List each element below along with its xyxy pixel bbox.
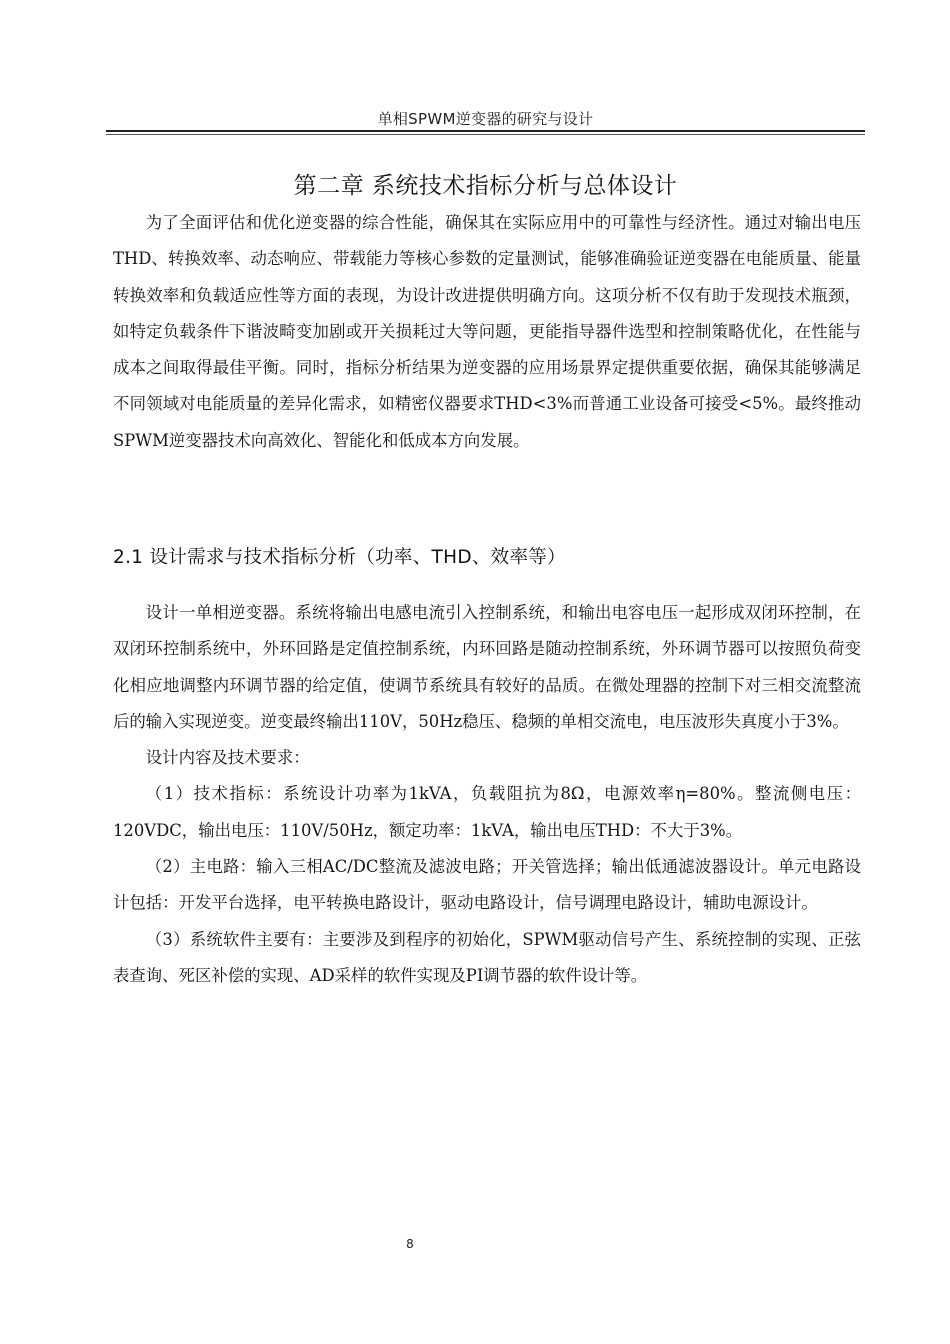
- header-rule-thin: [106, 134, 865, 135]
- section-paragraph-design: 设计一单相逆变器。系统将输出电感电流引入控制系统，和输出电容电压一起形成双闭环控制，在双闭环控制系统中，外环回路是定值控制系统，内环回路是随动控制系统，外环调节器可以按照负荷变化相应地调整内环调节器的给定值，使调节系统具有较好的品质。在微处理器的控制下对三相交流整流后的输入实现逆变。逆变最终输出110V，50Hz稳压、稳频的单相交流电，电压波形失真度小于3%。: [113, 603, 861, 731]
- page-number: 8: [406, 1237, 414, 1251]
- running-header-title: 单相SPWM逆变器的研究与设计: [377, 110, 594, 128]
- section-paragraph-requirements-label: 设计内容及技术要求：: [145, 748, 310, 768]
- section-body: [113, 595, 861, 994]
- intro-paragraph: 为了全面评估和优化逆变器的综合性能，确保其在实际应用中的可靠性与经济性。通过对输出电压THD、转换效率、动态响应、带载能力等核心参数的定量测试，能够准确验证逆变器在电能质量、能量转换效率和负载适应性等方面的表现，为设计改进提供明确方向。这项分析不仅有助于发现技术瓶颈，如特定负载条件下谐波畸变加剧或开关损耗过大等问题，更能指导器件选型和控制策略优化，在性能与成本之间取得最佳平衡。同时，指标分析结果为逆变器的应用场景界定提供重要依据，确保其能够满足不同领域对电能质量的差异化需求，如精密仪器要求THD<3%而普通工业设备可接受<5%。最终推动SPWM逆变器技术向高效化、智能化和低成本方向发展。: [113, 213, 861, 450]
- header-rule: [106, 130, 865, 132]
- section-paragraph-main-circuit: （2）主电路：输入三相AC/DC整流及滤波电路；开关管选择；输出低通滤波器设计。单元电路设计包括：开发平台选择，电平转换电路设计，驱动电路设计，信号调理电路设计，辅助电源设计。: [113, 857, 861, 913]
- section-paragraph-tech-specs: （1）技术指标：系统设计功率为1kVA，负载阻抗为8Ω，电源效率η=80%。整流侧电压：120VDC，输出电压：110V/50Hz，额定功率：1kVA，输出电压THD：不大于3%。: [113, 784, 861, 840]
- section-heading: 2.1 设计需求与技术指标分析（功率、THD、效率等）: [113, 547, 566, 568]
- chapter-intro: [113, 205, 861, 459]
- chapter-title: 第二章 系统技术指标分析与总体设计: [293, 173, 678, 199]
- section-paragraph-software: （3）系统软件主要有：主要涉及到程序的初始化，SPWM驱动信号产生、系统控制的实现、正弦表查询、死区补偿的实现、AD采样的软件实现及PI调节器的软件设计等。: [113, 929, 861, 985]
